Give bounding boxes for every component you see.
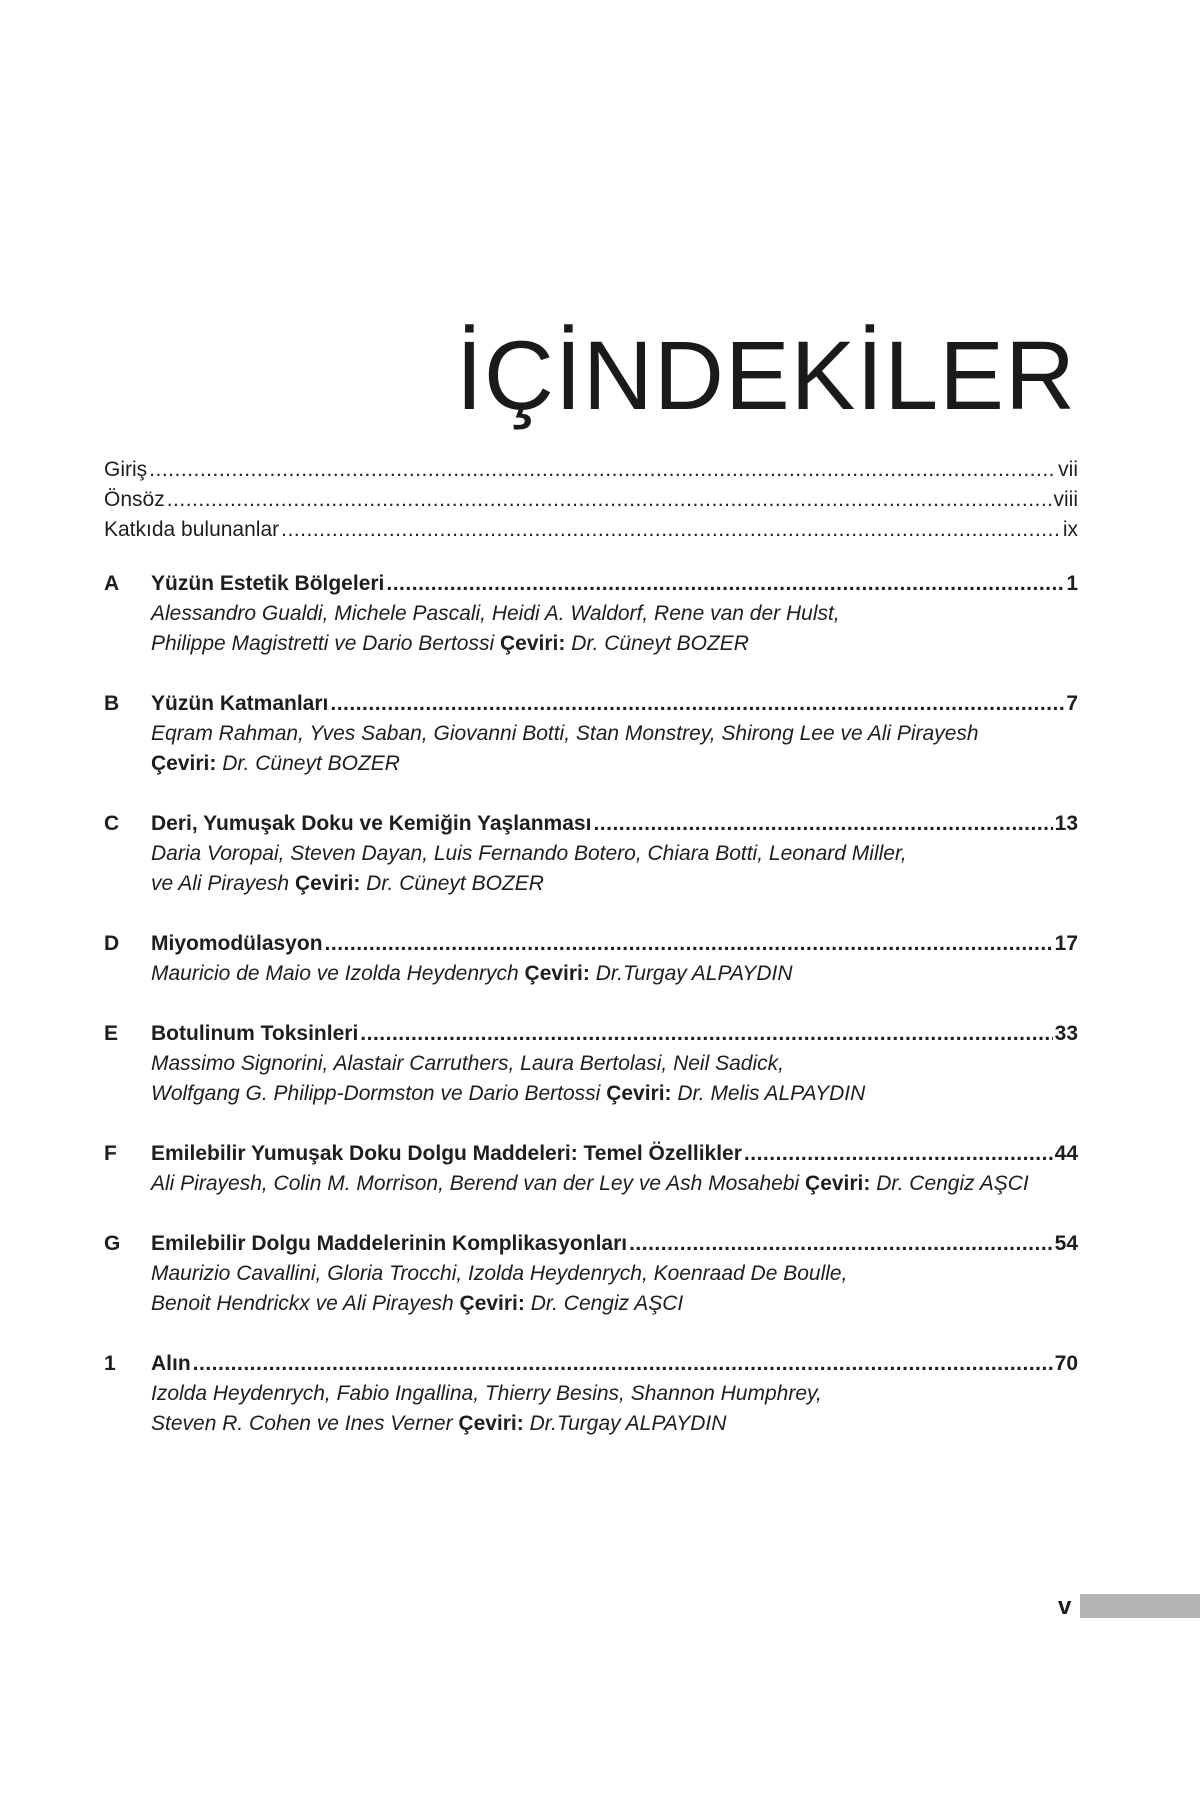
translator-label: Çeviri:: [499, 632, 566, 655]
toc-entry-key: G: [104, 1232, 121, 1255]
toc-entry-title: Botulinum Toksinleri: [151, 1022, 359, 1045]
translator-name: Dr. Melis ALPAYDIN: [677, 1082, 866, 1105]
toc-entry-title: Deri, Yumuşak Doku ve Kemiğin Yaşlanması: [151, 812, 592, 835]
toc-entry-heading[interactable]: [104, 1139, 1078, 1169]
table-of-contents: [104, 455, 1078, 1469]
author-names: Philippe Magistretti ve Dario Bertossi: [151, 632, 495, 655]
toc-entry-title: Yüzün Estetik Bölgeleri: [151, 572, 385, 595]
toc-entry: [104, 809, 1078, 899]
translator-label: Çeviri:: [459, 1292, 525, 1315]
toc-entry: [104, 1229, 1078, 1319]
dot-leader: [167, 485, 1052, 515]
page-title: İÇİNDEKİLER: [455, 320, 1076, 430]
toc-entry-key: D: [104, 932, 120, 955]
toc-entry-authors: [104, 749, 1078, 779]
toc-entry-authors: [104, 1049, 1078, 1079]
toc-entry: [104, 689, 1078, 779]
toc-entry-authors: [104, 629, 1078, 659]
dot-leader: [744, 1139, 1053, 1169]
toc-entry: [104, 1349, 1078, 1439]
toc-front-page: ix: [1062, 518, 1078, 541]
author-names: Alessandro Gualdi, Michele Pascali, Heidi A. Waldorf, Rene van der Hulst,: [151, 602, 840, 625]
toc-entry-title: Yüzün Katmanları: [151, 692, 329, 715]
toc-front-item-katkida[interactable]: [104, 515, 1078, 545]
chapter-list: [104, 569, 1078, 1439]
toc-entry-page: 1: [1066, 572, 1078, 595]
toc-entry-page: 13: [1054, 812, 1078, 835]
toc-entry-key: 1: [104, 1352, 116, 1375]
toc-entry-title: Emilebilir Dolgu Maddelerinin Komplikasyonları: [151, 1232, 628, 1255]
translator-name: Dr. Cüneyt BOZER: [571, 632, 749, 655]
toc-entry-key: E: [104, 1022, 119, 1045]
author-names: Izolda Heydenrych, Fabio Ingallina, Thierry Besins, Shannon Humphrey,: [151, 1382, 822, 1405]
toc-entry-heading[interactable]: [104, 1349, 1078, 1379]
toc-entry-heading[interactable]: [104, 689, 1078, 719]
author-names: Mauricio de Maio ve Izolda Heydenrych: [151, 962, 519, 985]
translator-name: Dr.Turgay ALPAYDIN: [595, 962, 793, 985]
page-number: v: [1058, 1593, 1072, 1620]
translator-name: Dr. Cengiz AŞCI: [876, 1172, 1029, 1195]
toc-front-item-giris[interactable]: [104, 455, 1078, 485]
dot-leader: [330, 689, 1064, 719]
dot-leader: [629, 1229, 1053, 1259]
toc-front-page: vii: [1058, 458, 1078, 481]
toc-entry-page: 33: [1054, 1022, 1078, 1045]
toc-entry: [104, 1139, 1078, 1199]
author-names: Benoit Hendrickx ve Ali Pirayesh: [151, 1292, 454, 1315]
translator-name: Dr.Turgay ALPAYDIN: [529, 1412, 727, 1435]
page-tab-marker: [1080, 1594, 1200, 1618]
translator-label: Çeviri:: [294, 872, 361, 895]
translator-name: Dr. Cüneyt BOZER: [222, 752, 400, 775]
toc-entry-authors: [104, 599, 1078, 629]
toc-front-item-onsoz[interactable]: [104, 485, 1078, 515]
toc-entry-title: Miyomodülasyon: [151, 932, 323, 955]
author-names: Wolfgang G. Philipp-Dormston ve Dario Bertossi: [151, 1082, 601, 1105]
dot-leader: [325, 929, 1053, 959]
author-names: Ali Pirayesh, Colin M. Morrison, Berend van der Ley ve Ash Mosahebi: [151, 1172, 800, 1195]
toc-entry-authors: [104, 1169, 1078, 1199]
toc-entry-authors: [104, 1379, 1078, 1409]
toc-entry-heading[interactable]: [104, 569, 1078, 599]
author-names: Massimo Signorini, Alastair Carruthers, Laura Bertolasi, Neil Sadick,: [151, 1052, 784, 1075]
dot-leader: [149, 455, 1056, 485]
toc-front-page: viii: [1053, 488, 1078, 511]
toc-entry: [104, 569, 1078, 659]
toc-entry-key: F: [104, 1142, 117, 1165]
toc-entry-heading[interactable]: [104, 1229, 1078, 1259]
toc-entry-authors: [104, 1289, 1078, 1319]
toc-entry-authors: [104, 1259, 1078, 1289]
toc-entry-authors: [104, 839, 1078, 869]
toc-front-label: Giriş: [104, 458, 148, 481]
dot-leader: [593, 809, 1052, 839]
toc-entry: [104, 1019, 1078, 1109]
author-names: ve Ali Pirayesh: [151, 872, 290, 895]
toc-entry-heading[interactable]: [104, 929, 1078, 959]
translator-label: Çeviri:: [151, 752, 217, 775]
toc-entry-authors: [104, 869, 1078, 899]
author-names: Steven R. Cohen ve Ines Verner: [151, 1412, 453, 1435]
toc-front-label: Önsöz: [104, 488, 165, 511]
translator-name: Dr. Cengiz AŞCI: [530, 1292, 684, 1315]
translator-label: Çeviri:: [524, 962, 590, 985]
toc-entry-key: C: [104, 812, 120, 835]
dot-leader: [281, 515, 1061, 545]
toc-entry-authors: [104, 1079, 1078, 1109]
translator-label: Çeviri:: [805, 1172, 871, 1195]
front-matter-list: [104, 455, 1078, 545]
author-names: Daria Voropai, Steven Dayan, Luis Fernando Botero, Chiara Botti, Leonard Miller,: [151, 842, 907, 865]
toc-entry: [104, 929, 1078, 989]
toc-entry-title: Emilebilir Yumuşak Doku Dolgu Maddeleri: Temel Özellikler: [151, 1142, 742, 1165]
toc-entry-page: 44: [1054, 1142, 1078, 1165]
dot-leader: [360, 1019, 1052, 1049]
toc-entry-key: A: [104, 572, 120, 595]
toc-entry-page: 54: [1054, 1232, 1078, 1255]
toc-entry-authors: [104, 1409, 1078, 1439]
toc-entry-title: Alın: [151, 1352, 191, 1375]
toc-entry-page: 7: [1066, 692, 1078, 715]
author-names: Maurizio Cavallini, Gloria Trocchi, Izolda Heydenrych, Koenraad De Boulle,: [151, 1262, 848, 1285]
dot-leader: [193, 1349, 1053, 1379]
translator-label: Çeviri:: [606, 1082, 672, 1105]
dot-leader: [386, 569, 1064, 599]
toc-entry-authors: [104, 719, 1078, 749]
translator-name: Dr. Cüneyt BOZER: [366, 872, 544, 895]
toc-entry-heading[interactable]: [104, 809, 1078, 839]
author-names: Eqram Rahman, Yves Saban, Giovanni Botti, Stan Monstrey, Shirong Lee ve Ali Pirayesh: [151, 722, 979, 745]
toc-entry-heading[interactable]: [104, 1019, 1078, 1049]
toc-entry-authors: [104, 959, 1078, 989]
toc-entry-page: 17: [1054, 932, 1078, 955]
toc-entry-key: B: [104, 692, 120, 715]
toc-front-label: Katkıda bulunanlar: [104, 518, 280, 541]
toc-entry-page: 70: [1054, 1352, 1078, 1375]
translator-label: Çeviri:: [458, 1412, 524, 1435]
